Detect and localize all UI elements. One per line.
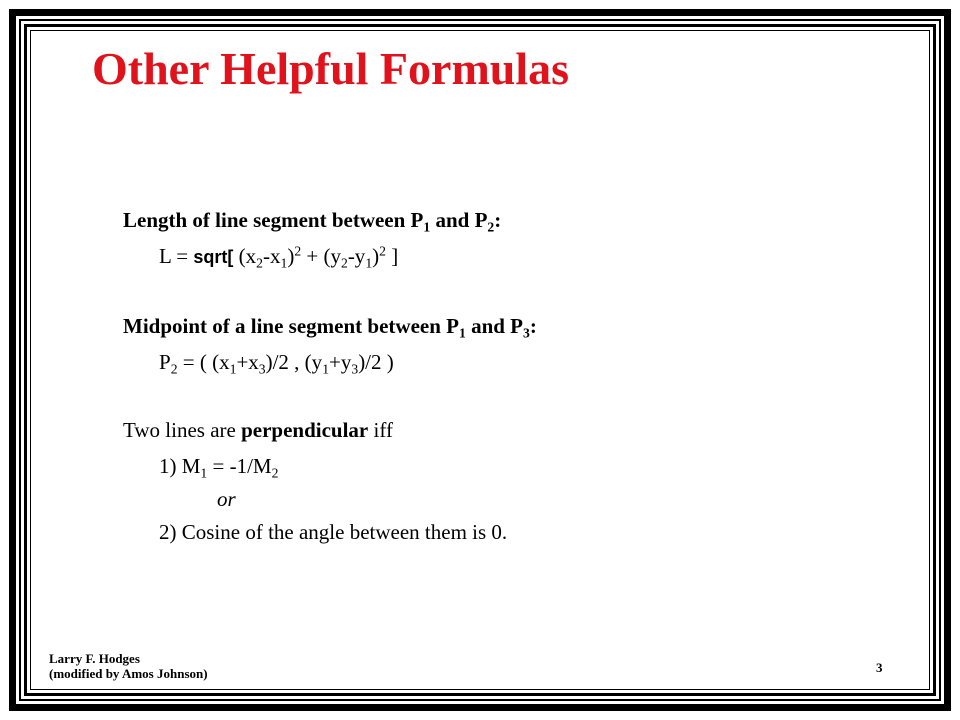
perpendicular-intro xyxy=(123,418,393,443)
subscript: 1 xyxy=(423,219,431,235)
formula-part: -x xyxy=(262,244,281,268)
length-formula xyxy=(159,244,398,269)
author-note: (modified by Amos Johnson) xyxy=(49,665,208,681)
subscript: 2 xyxy=(340,255,348,271)
subscript: 1 xyxy=(365,255,373,271)
length-heading-and: and P xyxy=(430,208,488,232)
subscript: 1 xyxy=(458,325,466,341)
subscript: 1 xyxy=(280,255,288,271)
formula-part: ] xyxy=(385,244,399,268)
subscript: 1 xyxy=(322,361,330,377)
formula-part: (x xyxy=(233,244,257,268)
length-heading xyxy=(123,208,501,233)
midpoint-heading-and: and P xyxy=(465,314,523,338)
subscript: 2 xyxy=(271,465,279,481)
footer-author xyxy=(49,652,208,682)
slide-title: Other Helpful Formulas xyxy=(92,43,570,94)
formula-part: )/2 ) xyxy=(358,350,394,374)
perpendicular-iff: iff xyxy=(368,418,393,442)
formula-part: + (y xyxy=(301,244,341,268)
formula-part: 1) M xyxy=(159,454,201,478)
midpoint-heading-text: Midpoint of a line segment between P xyxy=(123,314,459,338)
subscript: 2 xyxy=(487,219,495,235)
formula-part: +y xyxy=(329,350,352,374)
or-separator: or xyxy=(217,487,236,511)
perpendicular-intro-text: Two lines are xyxy=(123,418,242,442)
subscript: 3 xyxy=(523,325,530,341)
midpoint-heading xyxy=(123,314,537,339)
condition-1 xyxy=(159,454,278,479)
formula-lead: L = xyxy=(159,244,194,268)
subscript: 2 xyxy=(170,361,178,377)
condition-2: 2) Cosine of the angle between them is 0. xyxy=(159,520,508,544)
page-number: 3 xyxy=(876,660,883,675)
superscript: 2 xyxy=(294,243,302,259)
formula-part: ) xyxy=(372,244,380,268)
formula-part: )/2 , (y xyxy=(265,350,323,374)
sqrt-label: sqrt[ xyxy=(193,247,234,267)
formula-part: +x xyxy=(236,350,259,374)
formula-part: -y xyxy=(347,244,366,268)
author-name: Larry F. Hodges xyxy=(49,651,140,666)
length-heading-text: Length of line segment between P xyxy=(123,208,424,232)
midpoint-formula xyxy=(159,350,394,375)
midpoint-heading-colon: : xyxy=(529,314,537,338)
superscript: 2 xyxy=(379,243,386,259)
formula-part: P xyxy=(159,350,171,374)
formula-part: ) xyxy=(287,244,295,268)
perpendicular-term: perpendicular xyxy=(241,418,369,442)
formula-part: = ( (x xyxy=(177,350,230,374)
length-heading-colon: : xyxy=(494,208,502,232)
subscript: 1 xyxy=(200,465,208,481)
subscript: 3 xyxy=(258,361,266,377)
subscript: 1 xyxy=(229,361,237,377)
subscript: 3 xyxy=(351,361,359,377)
subscript: 2 xyxy=(256,255,263,271)
formula-part: = -1/M xyxy=(207,454,272,478)
